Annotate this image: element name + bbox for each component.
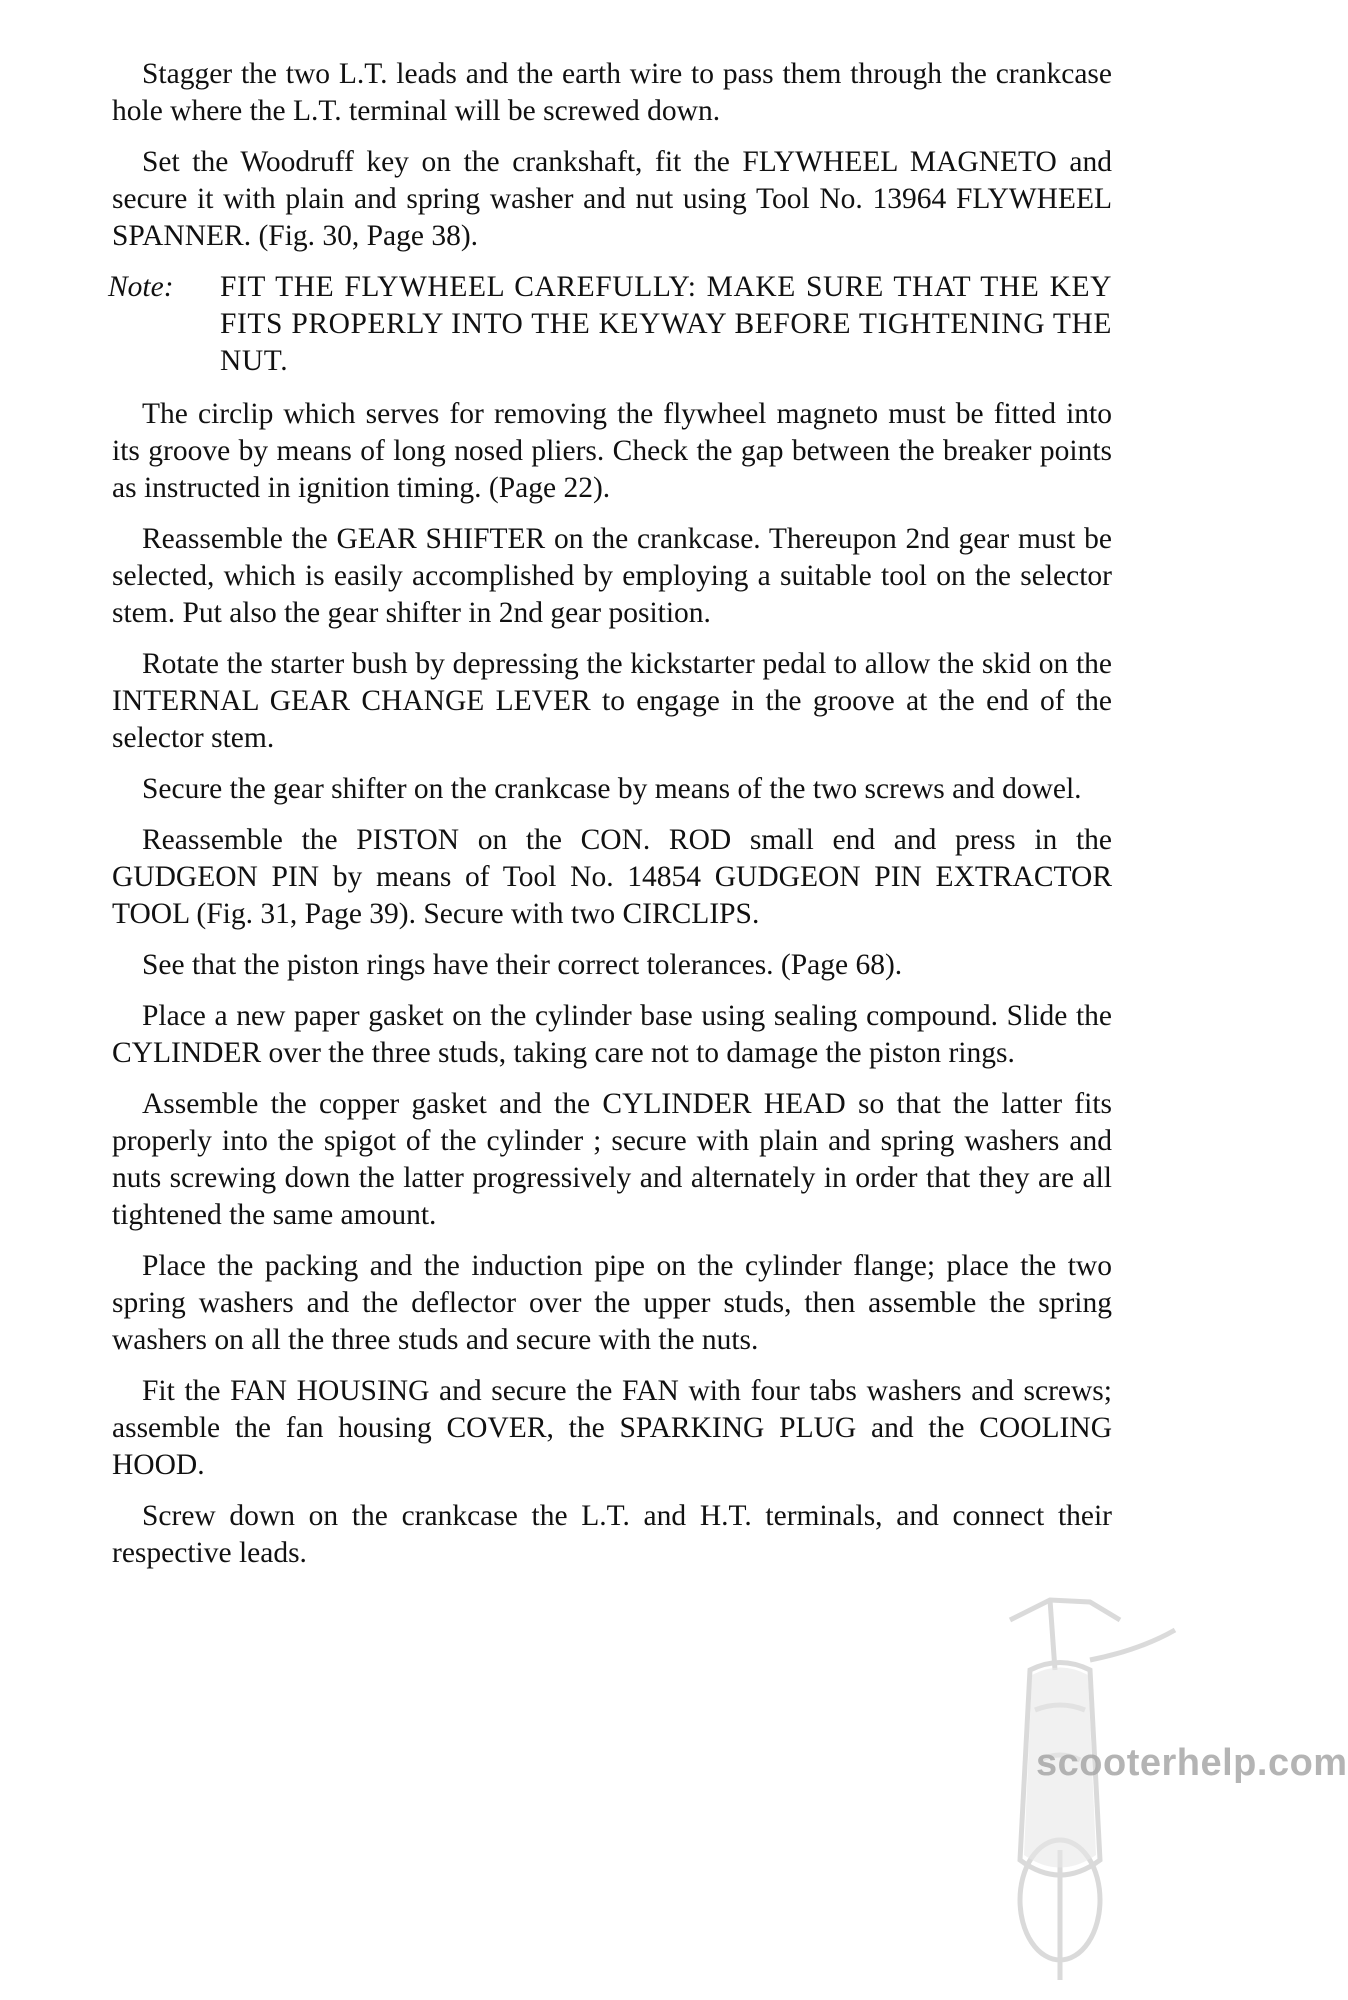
paragraph-lt-leads: Stagger the two L.T. leads and the earth wire to pass them through the crankcase hole where the L.T. terminal will be screwed down. [112, 58, 1112, 127]
paragraph-fan-housing: Fit the FAN HOUSING and secure the FAN with four tabs washers and screws; assemble the fan housing COVER, the SPARKING PLUG and the COOLING HOOD. [112, 1375, 1112, 1481]
note-label: Note: [108, 271, 174, 303]
paragraph-terminals: Screw down on the crankcase the L.T. and H.T. terminals, and connect their respective leads. [112, 1500, 1112, 1569]
paragraph-cylinder: Place a new paper gasket on the cylinder base using sealing compound. Slide the CYLINDER over the three studs, taking care not to damage the piston rings. [112, 1000, 1112, 1069]
paragraph-piston-rings: See that the piston rings have their correct tolerances. (Page 68). [142, 949, 903, 981]
paragraph-starter-bush: Rotate the starter bush by depressing the kickstarter pedal to allow the skid on the INTERNAL GEAR CHANGE LEVER to engage in the groove at the end of the selector stem. [112, 648, 1112, 754]
note-text: FIT THE FLYWHEEL CAREFULLY: MAKE SURE THAT THE KEY FITS PROPERLY INTO THE KEYWAY BEFORE TIGHTENING THE NUT. [220, 271, 1112, 377]
paragraph-gear-shifter: Reassemble the GEAR SHIFTER on the crankcase. Thereupon 2nd gear must be selected, which is easily accomplished by employing a suitable tool on the selector stem. Put also the gear shifter in 2nd gear position. [112, 523, 1112, 629]
paragraph-flywheel-magneto: Set the Woodruff key on the crankshaft, fit the FLYWHEEL MAGNETO and secure it with plain and spring washer and nut using Tool No. 13964 FLYWHEEL SPANNER. (Fig. 30, Page 38). [112, 146, 1112, 252]
watermark-text: scooterhelp.com [1036, 1742, 1348, 1784]
paragraph-induction-pipe: Place the packing and the induction pipe on the cylinder flange; place the two spring washers and the deflector over the upper studs, then assemble the spring washers on all the three studs and secure with the nuts. [112, 1250, 1112, 1356]
body-text [108, 56, 1112, 1586]
paragraph-circlip: The circlip which serves for removing the flywheel magneto must be fitted into its groove by means of long nosed pliers. Check the gap between the breaker points as instructed in ignition timing. (Page 22). [112, 398, 1112, 504]
note-block [108, 269, 1112, 380]
paragraph-piston: Reassemble the PISTON on the CON. ROD small end and press in the GUDGEON PIN by means of Tool No. 14854 GUDGEON PIN EXTRACTOR TOOL (Fig. 31, Page 39). Secure with two CIRCLIPS. [112, 824, 1112, 930]
paragraph-secure-gear-shifter: Secure the gear shifter on the crankcase by means of the two screws and dowel. [142, 773, 1082, 805]
paragraph-cylinder-head: Assemble the copper gasket and the CYLINDER HEAD so that the latter fits properly into the spigot of the cylinder ; secure with plain and spring washers and nuts screwing down the latter progressively and alternately in order that they are all tightened the same amount. [112, 1088, 1112, 1231]
